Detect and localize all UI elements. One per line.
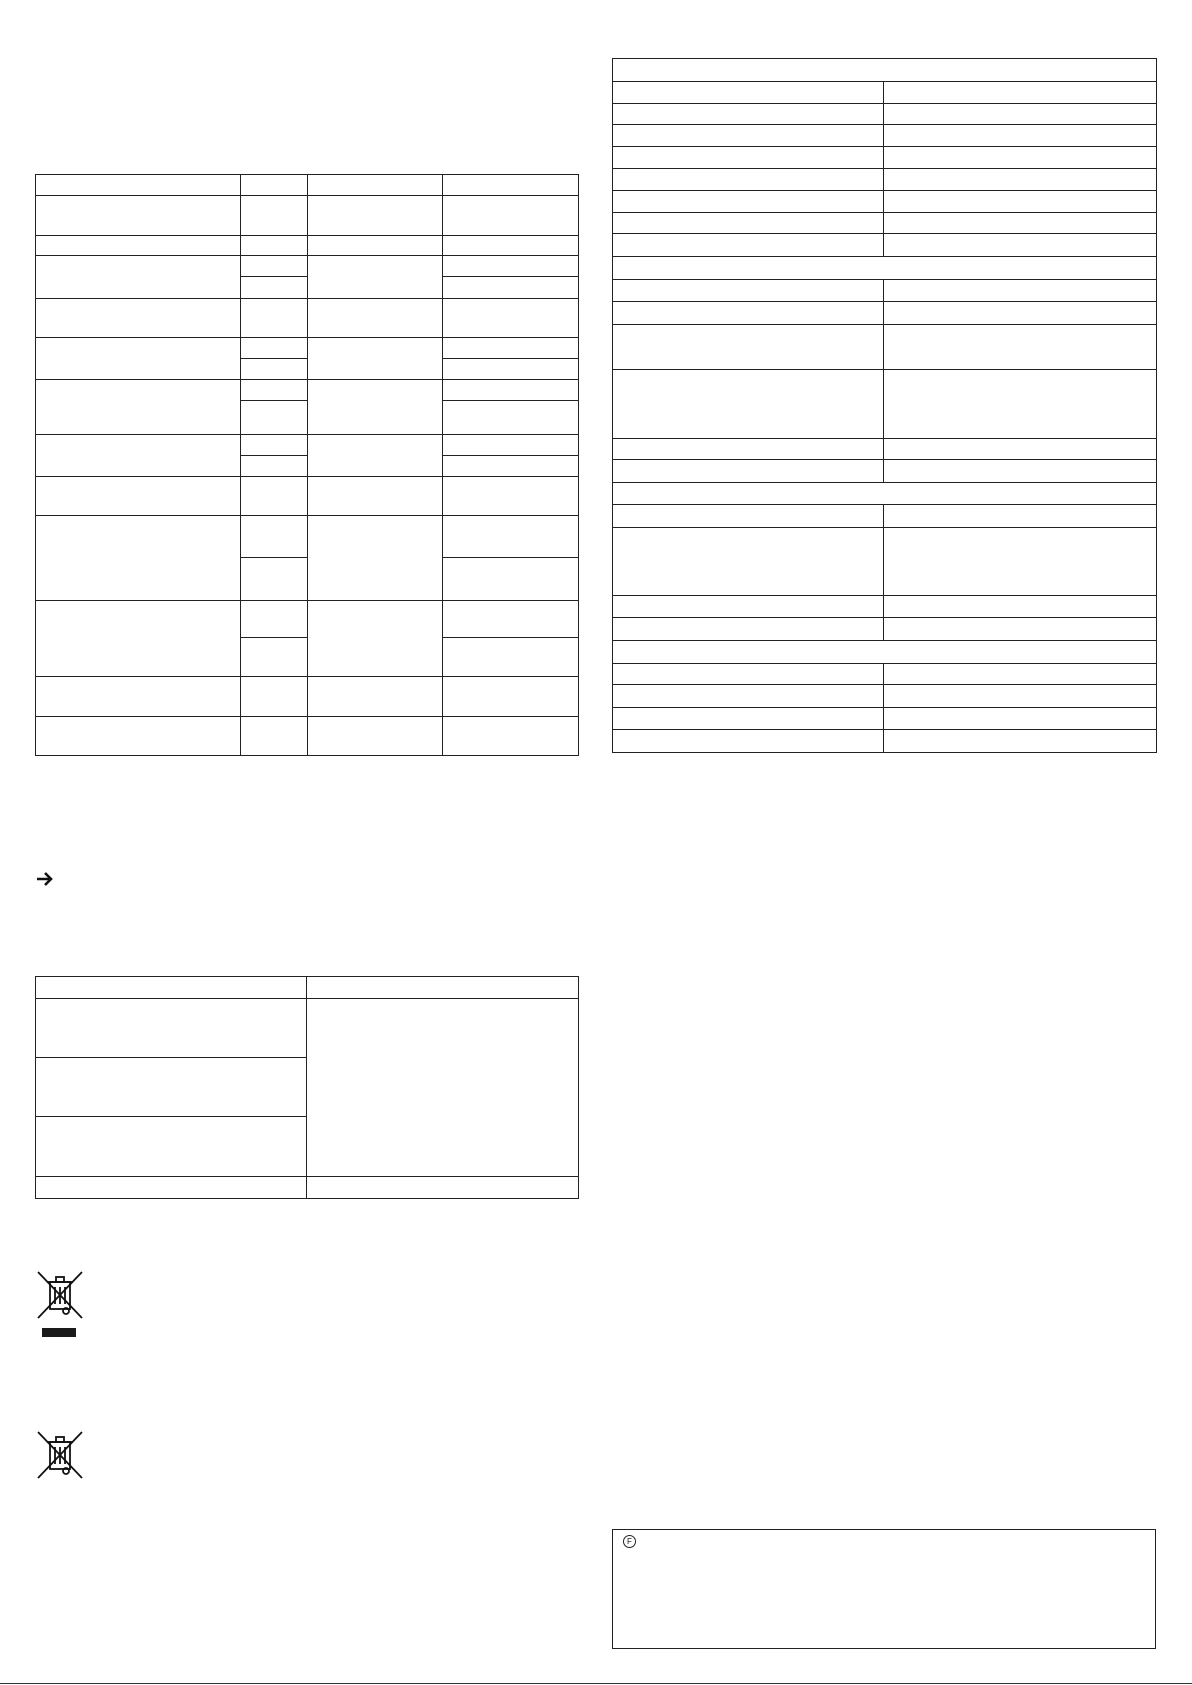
cleaning-table [35, 976, 579, 1199]
table-row [613, 685, 1157, 708]
specifications-table [612, 58, 1157, 753]
table-row [613, 147, 1157, 169]
table-row [613, 190, 1157, 212]
header-cell [443, 175, 579, 196]
separate-collection-bar [42, 1328, 76, 1337]
table-row [613, 279, 1157, 301]
table-row [613, 168, 1157, 190]
table-row [613, 125, 1157, 147]
table-row [36, 337, 579, 358]
troubleshooting-table [35, 174, 579, 756]
table-row [36, 236, 579, 256]
table-row [36, 477, 579, 515]
table-row [36, 601, 579, 638]
table-row [36, 435, 579, 456]
table-row [613, 438, 1157, 460]
table-row [613, 103, 1157, 125]
table-row [613, 504, 1157, 527]
table-row [613, 730, 1157, 753]
table-header-row [36, 175, 579, 196]
table-row [613, 596, 1157, 618]
crossed-bin-icon [35, 1430, 85, 1480]
table-row [613, 234, 1157, 257]
header-cell [36, 175, 241, 196]
table-row [36, 515, 579, 557]
section-header-row [613, 257, 1157, 280]
table-row [36, 256, 579, 277]
language-badge-icon: F [623, 1535, 636, 1548]
table-row [613, 324, 1157, 370]
table-row [613, 708, 1157, 730]
table-row [36, 716, 579, 755]
table-row [36, 379, 579, 400]
section-header-row [613, 59, 1157, 82]
table-row [613, 527, 1157, 595]
table-row [36, 999, 579, 1058]
table-row [613, 663, 1157, 685]
table-row [36, 298, 579, 337]
section-header-row [613, 640, 1157, 663]
table-row [613, 212, 1157, 234]
header-cell [308, 175, 443, 196]
table-row [613, 301, 1157, 324]
table-row [36, 1177, 579, 1199]
table-row [613, 81, 1157, 103]
imprint-box [612, 1529, 1156, 1649]
table-row [613, 460, 1157, 483]
table-header-row [36, 977, 579, 999]
crossed-bin-icon [35, 1270, 85, 1338]
section-header-row [613, 483, 1157, 505]
header-cell [241, 175, 308, 196]
table-row [36, 196, 579, 236]
arrow-right-icon [35, 870, 55, 892]
table-row [36, 677, 579, 716]
table-row [613, 370, 1157, 438]
footer-divider [0, 1683, 1192, 1684]
table-row [613, 618, 1157, 641]
